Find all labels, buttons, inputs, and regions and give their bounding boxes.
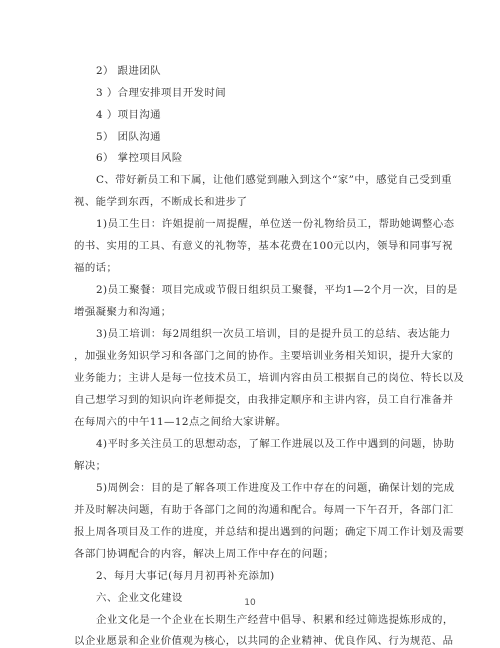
text-line: 六、企业文化建设 bbox=[96, 592, 183, 604]
text-line: 业务能力；主讲人是每一位技术员工，培训内容由员工根据自己的岗位、特长以及 bbox=[74, 372, 465, 384]
text-line: 报上周各项目及工作的进度，并总结和提出遇到的问题；确定下周工作计划及需要 bbox=[74, 526, 465, 538]
text-line: 的书、实用的工具、有意义的礼物等，基本花费在100元以内，领导和同事写祝 bbox=[74, 240, 453, 252]
text-line: C、带好新员工和下属，让他们感觉到融入到这个“家”中，感觉自己受到重 bbox=[96, 174, 452, 186]
text-line: 2)员工聚餐：项目完成或节假日组织员工聚餐，平均1—2个月一次，目的是 bbox=[96, 284, 458, 296]
text-line: 2、每月大事记(每月月初再补充添加) bbox=[96, 570, 275, 582]
text-line: 视、能学到东西，不断成长和进步了 bbox=[74, 196, 248, 208]
text-line: 1)员工生日：许姐提前一周提醒，单位送一份礼物给员工，帮助她调整心态 bbox=[96, 218, 455, 230]
text-line: 福的话； bbox=[74, 262, 118, 274]
text-line: 4)平时多关注员工的思想动态，了解工作进展以及工作中遇到的问题，协助 bbox=[96, 438, 455, 450]
text-line: 6） 掌控项目风险 bbox=[96, 152, 183, 164]
text-line: 各部门协调配合的内容，解决上周工作中存在的问题； bbox=[74, 548, 335, 560]
text-line: 以企业愿景和企业价值观为核心，以共同的企业精神、优良作风、行为规范、品 bbox=[74, 635, 454, 647]
page-number: 10 bbox=[244, 598, 256, 608]
text-line: 4 ）项目沟通 bbox=[96, 109, 162, 121]
text-line: 5)周例会：目的是了解各项工作进度及工作中存在的问题，确保计划的完成 bbox=[96, 482, 455, 494]
text-line: 5） 团队沟通 bbox=[96, 131, 162, 143]
text-line: ，加强业务知识学习和各部门之间的协作。主要培训业务相关知识，提升大家的 bbox=[74, 350, 454, 362]
text-line: 在每周六的中午11—12点之间给大家讲解。 bbox=[74, 416, 287, 428]
text-line: 解决； bbox=[74, 460, 107, 472]
text-line: 企业文化是一个企业在长期生产经营中倡导、积累和经过筛选提炼形成的， bbox=[96, 614, 454, 626]
text-line: 3 ）合理安排项目开发时间 bbox=[96, 87, 227, 99]
text-line: 并及时解决问题，有助于各部门之间的沟通和配合。每周一下午召开，各部门汇 bbox=[74, 504, 454, 516]
text-line: 自己想学习到的知识向许老师提交，由我排定顺序和主讲内容，员工自行准备并 bbox=[74, 394, 454, 406]
text-line: 2） 跟进团队 bbox=[96, 65, 162, 77]
text-line: 增强凝聚力和沟通； bbox=[74, 306, 172, 318]
text-line: 3)员工培训：每2周组织一次员工培训，目的是提升员工的总结、表达能力 bbox=[96, 328, 451, 340]
